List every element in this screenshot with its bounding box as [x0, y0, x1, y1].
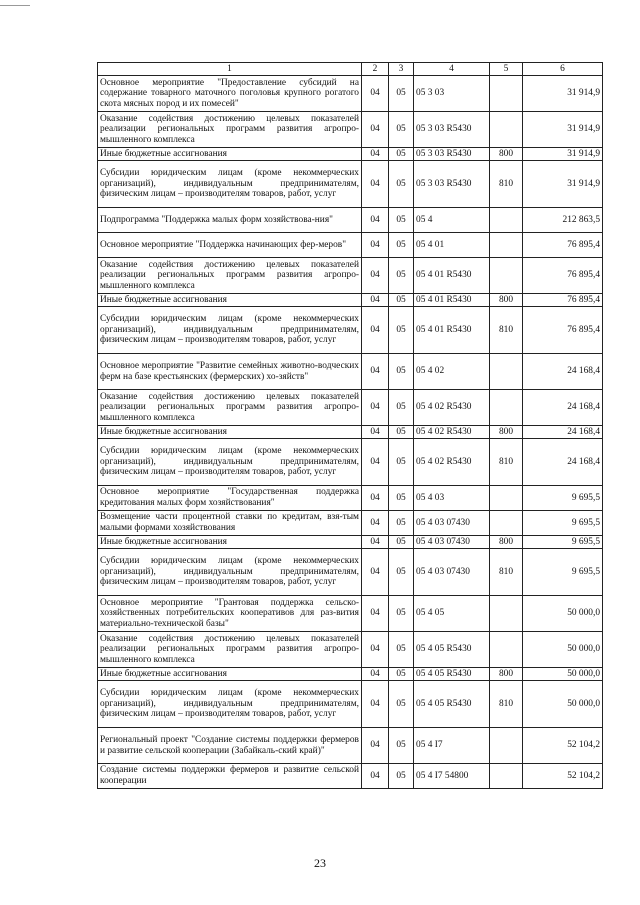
row-expense-type: 810 [490, 681, 523, 728]
row-section: 04 [362, 596, 389, 632]
row-amount: 50 000,0 [523, 681, 603, 728]
row-description: Основное мероприятие "Предоставление субсидий на содержание товарного маточного поголовья крупного рогатого скота мясных пород и их помесей" [98, 76, 362, 112]
row-target-article: 05 4 02 R5430 [414, 439, 490, 486]
row-description: Оказание содействия достижению целевых показателей реализации региональных программ развития агропро-мышленного комплекса [98, 258, 362, 294]
row-description: Основное мероприятие "Грантовая поддержка сельско-хозяйственных потребительских кооперативов для раз-вития материально-технической базы" [98, 596, 362, 632]
header-col-3: 3 [389, 63, 414, 76]
row-subsection: 05 [389, 486, 414, 511]
row-section: 04 [362, 511, 389, 536]
row-expense-type: 810 [490, 549, 523, 596]
row-subsection: 05 [389, 208, 414, 233]
row-subsection: 05 [389, 549, 414, 596]
row-amount: 24 168,4 [523, 390, 603, 426]
row-amount: 50 000,0 [523, 668, 603, 681]
row-section: 04 [362, 161, 389, 208]
row-expense-type [490, 632, 523, 668]
row-subsection: 05 [389, 390, 414, 426]
row-description: Оказание содействия достижению целевых показателей реализации региональных программ развития агропро-мышленного комплекса [98, 112, 362, 148]
row-description: Субсидии юридическим лицам (кроме некоммерческих организаций), индивидуальным предпринимателям, физическим лицам – производителям товаров, работ, услуг [98, 307, 362, 354]
row-amount: 9 695,5 [523, 549, 603, 596]
row-description: Иные бюджетные ассигнования [98, 148, 362, 161]
table-row [98, 728, 603, 764]
row-target-article: 05 4 [414, 208, 490, 233]
row-section: 04 [362, 728, 389, 764]
row-expense-type [490, 76, 523, 112]
row-target-article: 05 4 01 [414, 233, 490, 258]
row-target-article: 05 4 05 R5430 [414, 681, 490, 728]
row-subsection: 05 [389, 439, 414, 486]
row-description: Иные бюджетные ассигнования [98, 668, 362, 681]
row-section: 04 [362, 668, 389, 681]
row-amount: 24 168,4 [523, 426, 603, 439]
table-row [98, 233, 603, 258]
table-row [98, 258, 603, 294]
row-section: 04 [362, 536, 389, 549]
row-target-article: 05 4 03 07430 [414, 511, 490, 536]
row-amount: 76 895,4 [523, 294, 603, 307]
row-section: 04 [362, 112, 389, 148]
row-subsection: 05 [389, 536, 414, 549]
table-row [98, 681, 603, 728]
scan-edge-mark [0, 5, 30, 6]
row-section: 04 [362, 76, 389, 112]
row-subsection: 05 [389, 426, 414, 439]
row-amount: 76 895,4 [523, 258, 603, 294]
row-amount: 52 104,2 [523, 728, 603, 764]
row-expense-type [490, 390, 523, 426]
table-row [98, 161, 603, 208]
row-section: 04 [362, 258, 389, 294]
row-section: 04 [362, 307, 389, 354]
row-amount: 31 914,9 [523, 161, 603, 208]
page-number: 23 [314, 856, 326, 870]
row-amount: 9 695,5 [523, 511, 603, 536]
row-amount: 31 914,9 [523, 148, 603, 161]
row-expense-type [490, 112, 523, 148]
row-amount: 212 863,5 [523, 208, 603, 233]
row-expense-type [490, 764, 523, 789]
row-section: 04 [362, 390, 389, 426]
row-section: 04 [362, 764, 389, 789]
table-row [98, 76, 603, 112]
row-expense-type: 810 [490, 161, 523, 208]
row-target-article: 05 4 02 R5430 [414, 390, 490, 426]
row-section: 04 [362, 486, 389, 511]
row-subsection: 05 [389, 76, 414, 112]
row-target-article: 05 3 03 R5430 [414, 161, 490, 208]
row-target-article: 05 4 01 R5430 [414, 307, 490, 354]
row-subsection: 05 [389, 596, 414, 632]
header-col-4: 4 [414, 63, 490, 76]
table-row [98, 486, 603, 511]
table-row [98, 390, 603, 426]
header-col-2: 2 [362, 63, 389, 76]
row-description: Основное мероприятие "Развитие семейных животно-водческих ферм на базе крестьянских (фермерских) хо-зяйств" [98, 354, 362, 390]
table-row [98, 208, 603, 233]
row-subsection: 05 [389, 112, 414, 148]
row-amount: 24 168,4 [523, 439, 603, 486]
table-row [98, 112, 603, 148]
row-description: Субсидии юридическим лицам (кроме некоммерческих организаций), индивидуальным предпринимателям, физическим лицам – производителям товаров, работ, услуг [98, 681, 362, 728]
row-subsection: 05 [389, 233, 414, 258]
table-row [98, 148, 603, 161]
row-amount: 9 695,5 [523, 486, 603, 511]
table-row [98, 549, 603, 596]
row-target-article: 05 4 01 R5430 [414, 258, 490, 294]
row-subsection: 05 [389, 258, 414, 294]
row-description: Основное мероприятие "Поддержка начинающих фер-меров" [98, 233, 362, 258]
row-description: Создание системы поддержки фермеров и развитие сельской кооперации [98, 764, 362, 789]
row-subsection: 05 [389, 764, 414, 789]
row-subsection: 05 [389, 161, 414, 208]
row-expense-type: 800 [490, 426, 523, 439]
row-expense-type [490, 354, 523, 390]
table-row [98, 536, 603, 549]
row-subsection: 05 [389, 294, 414, 307]
row-section: 04 [362, 426, 389, 439]
row-expense-type [490, 511, 523, 536]
row-section: 04 [362, 354, 389, 390]
row-expense-type: 800 [490, 668, 523, 681]
row-target-article: 05 4 02 R5430 [414, 426, 490, 439]
row-target-article: 05 3 03 R5430 [414, 112, 490, 148]
row-description: Иные бюджетные ассигнования [98, 426, 362, 439]
row-section: 04 [362, 632, 389, 668]
table-row [98, 511, 603, 536]
row-target-article: 05 4 03 [414, 486, 490, 511]
header-row [98, 63, 603, 76]
row-amount: 50 000,0 [523, 596, 603, 632]
row-section: 04 [362, 294, 389, 307]
header-col-1: 1 [98, 63, 362, 76]
table-row [98, 439, 603, 486]
row-section: 04 [362, 549, 389, 596]
row-description: Оказание содействия достижению целевых показателей реализации региональных программ развития агропро-мышленного комплекса [98, 390, 362, 426]
row-expense-type: 810 [490, 439, 523, 486]
row-description: Иные бюджетные ассигнования [98, 536, 362, 549]
row-section: 04 [362, 681, 389, 728]
row-target-article: 05 4 I7 54800 [414, 764, 490, 789]
row-expense-type: 800 [490, 536, 523, 549]
row-subsection: 05 [389, 148, 414, 161]
row-amount: 50 000,0 [523, 632, 603, 668]
row-section: 04 [362, 439, 389, 486]
row-description: Субсидии юридическим лицам (кроме некоммерческих организаций), индивидуальным предпринимателям, физическим лицам – производителям товаров, работ, услуг [98, 161, 362, 208]
table-row [98, 668, 603, 681]
row-target-article: 05 4 05 R5430 [414, 668, 490, 681]
row-description: Возмещение части процентной ставки по кредитам, взя-тым малыми формами хозяйствования [98, 511, 362, 536]
row-section: 04 [362, 208, 389, 233]
table-row [98, 307, 603, 354]
table-row [98, 426, 603, 439]
row-description: Субсидии юридическим лицам (кроме некоммерческих организаций), индивидуальным предпринимателям, физическим лицам – производителям товаров, работ, услуг [98, 439, 362, 486]
row-amount: 76 895,4 [523, 233, 603, 258]
table-row [98, 632, 603, 668]
table-row [98, 354, 603, 390]
row-amount: 76 895,4 [523, 307, 603, 354]
row-expense-type [490, 728, 523, 764]
row-section: 04 [362, 233, 389, 258]
row-section: 04 [362, 148, 389, 161]
row-expense-type [490, 486, 523, 511]
row-description: Иные бюджетные ассигнования [98, 294, 362, 307]
row-amount: 31 914,9 [523, 112, 603, 148]
row-description: Субсидии юридическим лицам (кроме некоммерческих организаций), индивидуальным предпринимателям, физическим лицам – производителям товаров, работ, услуг [98, 549, 362, 596]
row-amount: 24 168,4 [523, 354, 603, 390]
row-subsection: 05 [389, 511, 414, 536]
row-subsection: 05 [389, 307, 414, 354]
row-target-article: 05 4 02 [414, 354, 490, 390]
row-amount: 52 104,2 [523, 764, 603, 789]
row-target-article: 05 4 03 07430 [414, 549, 490, 596]
row-subsection: 05 [389, 354, 414, 390]
row-expense-type: 800 [490, 148, 523, 161]
table-row [98, 294, 603, 307]
row-target-article: 05 4 01 R5430 [414, 294, 490, 307]
header-col-5: 5 [490, 63, 523, 76]
row-description: Подпрограмма "Поддержка малых форм хозяйствова-ния" [98, 208, 362, 233]
row-description: Основное мероприятие "Государственная поддержка кредитования малых форм хозяйствования" [98, 486, 362, 511]
row-target-article: 05 3 03 R5430 [414, 148, 490, 161]
row-target-article: 05 4 05 R5430 [414, 632, 490, 668]
row-target-article: 05 4 05 [414, 596, 490, 632]
row-description: Региональный проект "Создание системы поддержки фермеров и развитие сельской кооперации (Забайкаль-ский край)" [98, 728, 362, 764]
row-expense-type: 800 [490, 294, 523, 307]
table-row [98, 596, 603, 632]
header-col-6: 6 [523, 63, 603, 76]
row-amount: 31 914,9 [523, 76, 603, 112]
row-target-article: 05 3 03 [414, 76, 490, 112]
row-subsection: 05 [389, 728, 414, 764]
row-subsection: 05 [389, 681, 414, 728]
row-subsection: 05 [389, 668, 414, 681]
row-expense-type [490, 596, 523, 632]
row-expense-type [490, 233, 523, 258]
table-row [98, 764, 603, 789]
row-target-article: 05 4 I7 [414, 728, 490, 764]
row-expense-type [490, 258, 523, 294]
row-subsection: 05 [389, 632, 414, 668]
row-description: Оказание содействия достижению целевых показателей реализации региональных программ развития агропро-мышленного комплекса [98, 632, 362, 668]
row-target-article: 05 4 03 07430 [414, 536, 490, 549]
row-amount: 9 695,5 [523, 536, 603, 549]
row-expense-type: 810 [490, 307, 523, 354]
budget-table [97, 62, 603, 789]
row-expense-type [490, 208, 523, 233]
